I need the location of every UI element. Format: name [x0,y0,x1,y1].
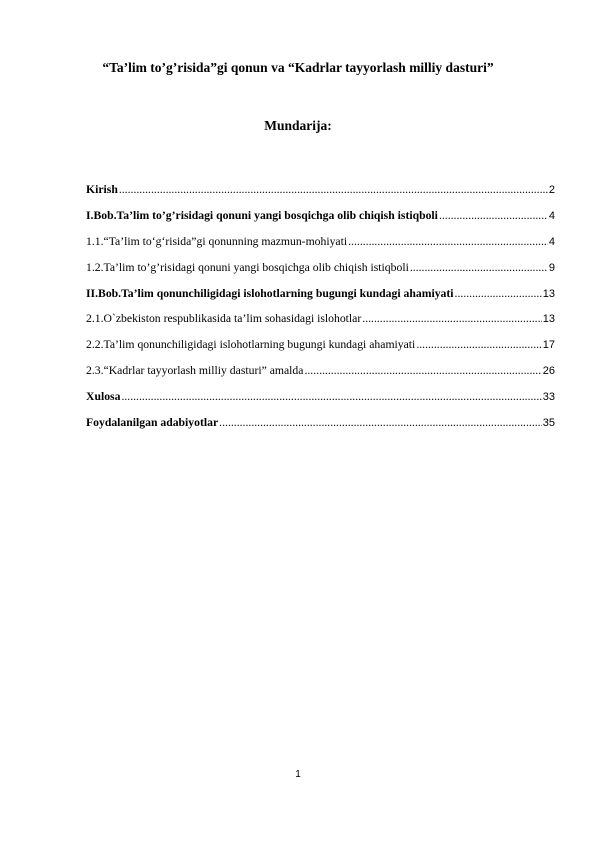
toc-entry-page: 13 [542,287,555,300]
toc-entry-label: 2.1.O`zbekiston respublikasida ta’lim sohasidagi islohotlar [86,312,362,326]
toc-entry-section-1-2 [86,261,555,287]
toc-entry-section-2-3 [86,364,555,390]
toc-entry-references [86,416,555,442]
toc-entry-page: 9 [548,261,555,274]
toc-entry-label: Xulosa [86,390,121,404]
toc-entry-xulosa [86,390,555,416]
toc-entry-label: II.Bob.Ta’lim qonunchiligidagi islohotlarning bugungi kundagi ahamiyati [86,286,454,300]
toc-entry-page: 4 [548,235,555,248]
toc-dot-leader [416,338,541,351]
toc-entry-page: 35 [542,417,555,430]
toc-entry-page: 4 [548,209,555,222]
toc-entry-label: Kirish [86,183,118,196]
toc-entry-section-1-1 [86,235,555,261]
toc-entry-label: I.Bob.Ta’lim to’g’risidagi qonuni yangi bosqichga olib chiqish istiqboli [86,208,438,222]
toc-heading: Mundarija: [264,118,332,133]
toc-entry-label: 2.2.Ta’lim qonunchiligidagi islohotlarning bugungi kundagi ahamiyati [86,338,416,352]
toc-entry-page: 17 [542,339,555,352]
toc-dot-leader [362,312,541,325]
page-number: 1 [295,769,301,780]
toc-entry-chapter-1 [86,209,555,235]
toc-dot-leader [219,416,542,429]
toc-entry-kirish [86,183,555,209]
toc-dot-leader [119,183,548,196]
toc-entry-page: 2 [548,184,555,196]
toc-dot-leader [455,287,542,300]
toc-entry-section-2-1 [86,312,555,338]
toc-dot-leader [304,364,541,377]
toc-entry-label: 1.2.Ta’lim to’g’risidagi qonuni yangi bosqichga olib chiqish istiqboli [86,260,409,274]
toc-entry-page: 13 [542,313,555,326]
table-of-contents [86,183,555,442]
toc-dot-leader [439,209,548,222]
toc-dot-leader [410,261,548,274]
toc-entry-section-2-2 [86,338,555,364]
toc-dot-leader [121,390,541,403]
toc-entry-page: 33 [542,391,555,404]
document-title: “Ta’lim to’g’risida”gi qonun va “Kadrlar tayyorlash milliy dasturi” [102,60,494,75]
toc-entry-label: 2.3.“Kadrlar tayyorlash milliy dasturi” amalda [86,364,304,378]
toc-entry-chapter-2 [86,287,555,313]
toc-dot-leader [348,235,548,248]
toc-entry-label: Foydalanilgan adabiyotlar [86,416,219,430]
toc-entry-page: 26 [542,365,555,378]
toc-entry-label: 1.1.“Ta’lim to‘g‘risida”gi qonunning mazmun-mohiyati [86,234,348,248]
